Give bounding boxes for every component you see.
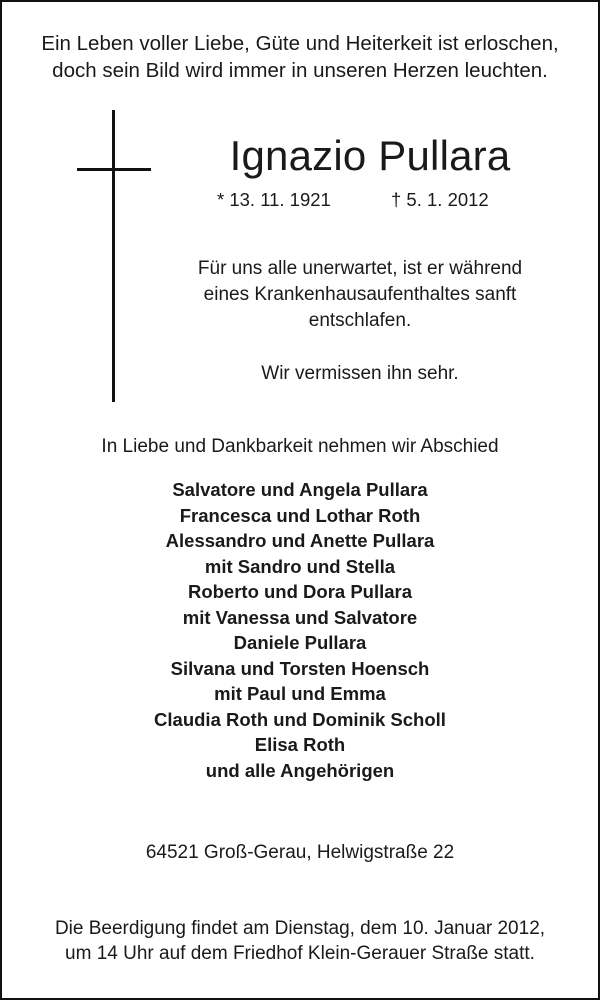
- cross-icon-bar: [77, 168, 151, 171]
- family-address: 64521 Groß-Gerau, Helwigstraße 22: [145, 842, 455, 863]
- mourners-list: [0, 477, 600, 783]
- obituary-message: [180, 256, 540, 387]
- birth-date: * 13. 11. 1921: [217, 189, 331, 210]
- farewell-text: In Liebe und Dankbarkeit nehmen wir Abschied: [101, 436, 499, 457]
- funeral-line: um 14 Uhr auf dem Friedhof Klein-Gerauer Straße statt.: [65, 943, 535, 964]
- mourner-line: Roberto und Dora Pullara: [187, 581, 413, 602]
- motto: [0, 30, 600, 84]
- mourner-line: Silvana und Torsten Hoensch: [170, 657, 430, 679]
- motto-line: doch sein Bild wird immer in unseren Herzen leuchten.: [52, 59, 548, 82]
- mourner-line: Salvatore und Angela Pullara: [172, 479, 428, 500]
- message-line: Für uns alle unerwartet, ist er während: [197, 258, 523, 279]
- message-line: entschlafen.: [308, 310, 412, 331]
- cross-icon: [112, 110, 115, 402]
- mourner-line: Alessandro und Anette Pullara: [165, 530, 435, 551]
- message-closing: Wir vermissen ihn sehr.: [261, 363, 459, 384]
- mourner-line: Elisa Roth: [254, 734, 346, 755]
- mourner-line: Daniele Pullara: [233, 632, 367, 653]
- mourner-line: mit Sandro und Stella: [204, 555, 396, 577]
- death-date: † 5. 1. 2012: [391, 189, 489, 210]
- deceased-name: Ignazio Pullara: [229, 132, 511, 179]
- mourner-line: mit Paul und Emma: [214, 683, 386, 704]
- mourner-line: mit Vanessa und Salvatore: [182, 606, 418, 628]
- mourner-line: Francesca und Lothar Roth: [179, 504, 421, 526]
- funeral-notice: [0, 916, 600, 966]
- funeral-line: Die Beerdigung findet am Dienstag, dem 10. Januar 2012,: [54, 918, 546, 939]
- mourner-line: Claudia Roth und Dominik Scholl: [154, 708, 446, 730]
- motto-line: Ein Leben voller Liebe, Güte und Heiterkeit ist erloschen,: [41, 32, 559, 55]
- mourner-line: und alle Angehörigen: [205, 759, 395, 781]
- message-line: eines Krankenhausaufenthaltes sanft: [203, 284, 517, 305]
